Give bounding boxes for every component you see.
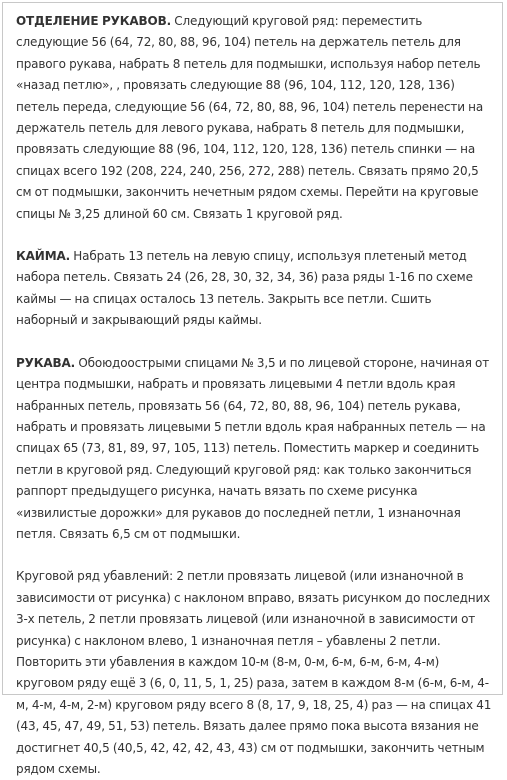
section-text: Следующий круговой ряд: переместить следующие 56 (64, 72, 80, 88, 96, 104) петель на держатель петель для правого рукава, набрать 8 петель для подмышки, используя набор петель «назад петлю», , провязать следующие 88 (96, 104, 112, 120, 128, 136) петель переда, следующие 56 (64, 72, 80, 88, 96, 104) петель перенести на держатель петель для левого рукава, набрать 8 петель для подмышки, провязать следующие 88 (96, 104, 112, 120, 128, 136) петель спинки — на спицах всего 192 (208, 224, 240, 256, 272, 288) петель. Связать прямо 20,5 см от подмышки, закончить нечетным рядом схемы. Перейти на круговые спицы № 3,25 длиной 60 см. Связать 1 круговой ряд. [16, 14, 484, 221]
document-body [16, 11, 494, 780]
paragraph-gap [16, 545, 494, 566]
paragraph-gap [16, 332, 494, 353]
section-heading: РУКАВА. [16, 355, 76, 370]
section-decreases [16, 566, 494, 780]
paragraph-gap [16, 225, 494, 246]
section-text: Обоюдоострыми спицами № 3,5 и по лицевой стороне, начиная от центра подмышки, набрать и провязать лицевыми 4 петли вдоль края набранных петель, провязать 56 (64, 72, 80, 88, 96, 104) петель рукава, набрать и провязать лицевыми 5 петли вдоль края набранных петель — на спицах 65 (73, 81, 89, 97, 105, 113) петель. Поместить маркер и соединить петли в круговой ряд. Следующий круговой ряд: как только закончиться раппорт предыдущего рисунка, начать вязать по схеме рисунка «извилистые дорожки» для рукавов до последней петли, 1 изнаночная петля. Связать 6,5 см от подмышки. [16, 355, 490, 541]
section-sleeves [16, 353, 494, 546]
section-text: Набрать 13 петель на левую спицу, используя плетеный метод набора петель. Связать 24 (26, 28, 30, 32, 34, 36) раза ряды 1-16 по схеме каймы — на спицах осталось 13 петель. Закрыть все петли. Сшить наборный и закрывающий ряды каймы. [16, 249, 473, 328]
section-heading: КАЙМА. [16, 249, 71, 264]
section-sleeve-separation [16, 11, 494, 225]
section-border [16, 246, 494, 332]
section-heading: ОТДЕЛЕНИЕ РУКАВОВ. [16, 14, 171, 28]
document-frame [2, 2, 503, 776]
section-text: Круговой ряд убавлений: 2 петли провязать лицевой (или изнаночной в зависимости от рисунка) с наклоном вправо, вязать рисунком до последних 3-х петель, 2 петли провязать лицевой (или изнаночной в зависимости от рисунка) с наклоном влево, 1 изнаночная петля – убавлены 2 петли. Повторить эти убавления в каждом 10-м (8-м, 0-м, 6-м, 6-м, 6-м, 4-м) круговом ряду ещё 3 (6, 0, 11, 5, 1, 25) раза, затем в каждом 8-м (6-м, 6-м, 4-м, 4-м, 4-м, 2-м) круговом ряду всего 8 (8, 17, 9, 18, 25, 4) раз — на спицах 41 (43, 45, 47, 49, 51, 53) петель. Вязать далее прямо пока высота вязания не достигнет 40,5 (40,5, 42, 42, 42, 43, 43) см от подмышки, закончить четным рядом схемы. [16, 569, 492, 776]
